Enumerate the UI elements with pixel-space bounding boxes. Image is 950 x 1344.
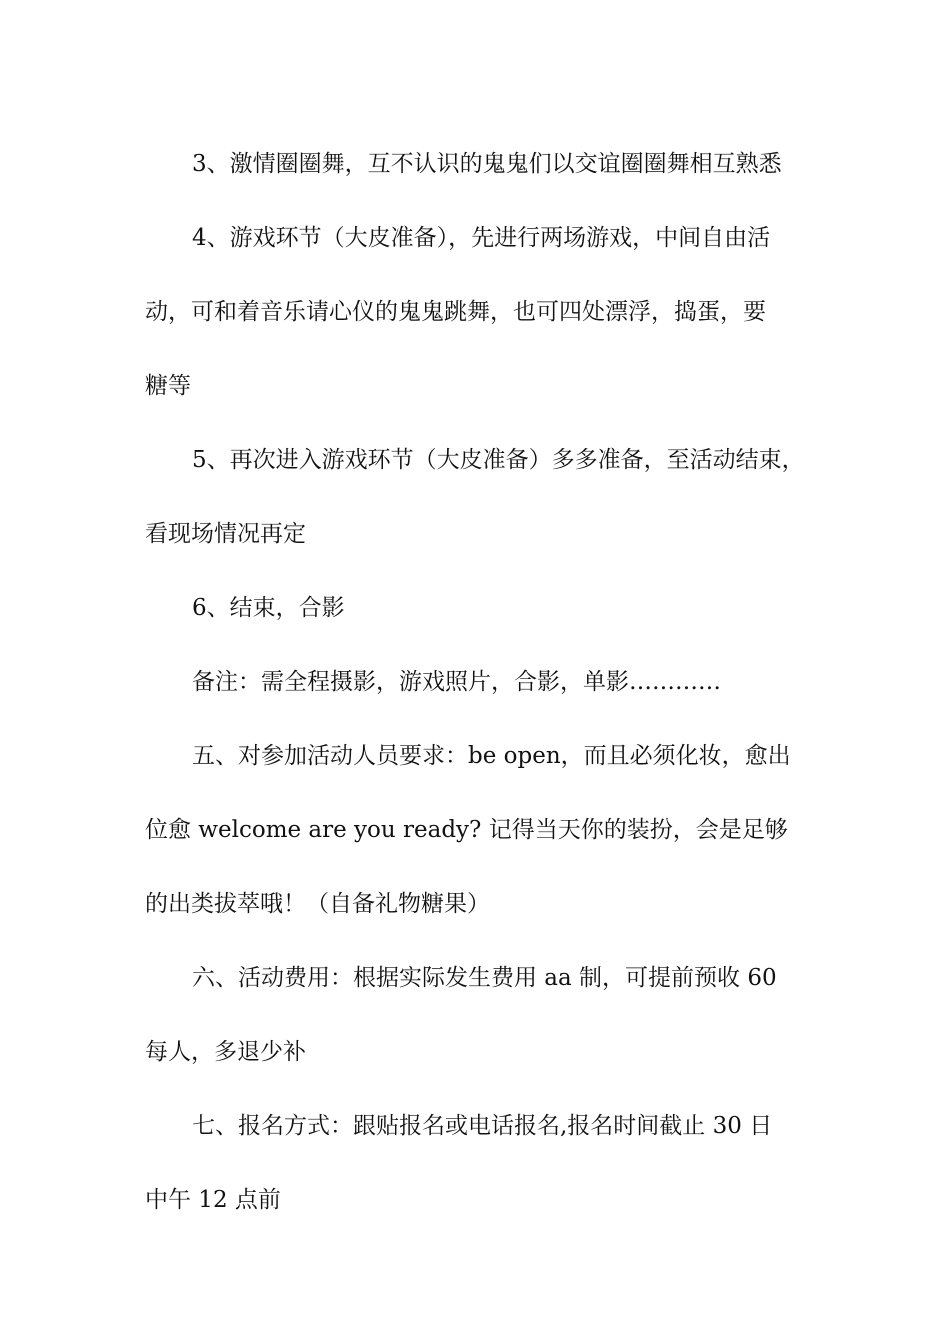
paragraph-line: 五、对参加活动人员要求：be open，而且必须化妆，愈出	[192, 743, 791, 769]
paragraph-line: 3、激情圈圈舞，互不认识的鬼鬼们以交谊圈圈舞相互熟悉	[192, 151, 782, 177]
paragraph-item-3	[145, 127, 810, 201]
paragraph-line: 每人，多退少补	[145, 1039, 306, 1065]
paragraph-section-five	[145, 719, 810, 941]
paragraph-line: 六、活动费用：根据实际发生费用 aa 制，可提前预收 60	[192, 965, 777, 991]
paragraph-line: 看现场情况再定	[145, 521, 306, 547]
paragraph-line: 6、结束，合影	[192, 595, 345, 621]
paragraph-line: 中午 12 点前	[145, 1187, 281, 1213]
paragraph-item-4	[145, 201, 810, 423]
document-body	[145, 127, 810, 1237]
paragraph-item-6	[145, 571, 810, 645]
paragraph-line: 的出类拔萃哦！（自备礼物糖果）	[145, 891, 490, 917]
paragraph-note	[145, 645, 810, 719]
paragraph-section-six	[145, 941, 810, 1089]
paragraph-section-seven	[145, 1089, 810, 1237]
paragraph-line: 动，可和着音乐请心仪的鬼鬼跳舞，也可四处漂浮，捣蛋，要	[145, 299, 766, 325]
paragraph-line: 糖等	[145, 373, 191, 399]
paragraph-line: 位愈 welcome are you ready? 记得当天你的装扮，会是足够	[145, 817, 788, 843]
paragraph-line: 备注：需全程摄影，游戏照片，合影，单影…………	[192, 669, 721, 695]
paragraph-item-5	[145, 423, 810, 571]
paragraph-line: 七、报名方式：跟贴报名或电话报名,报名时间截止 30 日	[192, 1113, 773, 1139]
paragraph-line: 4、游戏环节（大皮准备），先进行两场游戏，中间自由活	[192, 225, 771, 251]
paragraph-line: 5、再次进入游戏环节（大皮准备）多多准备，至活动结束，	[192, 447, 805, 473]
